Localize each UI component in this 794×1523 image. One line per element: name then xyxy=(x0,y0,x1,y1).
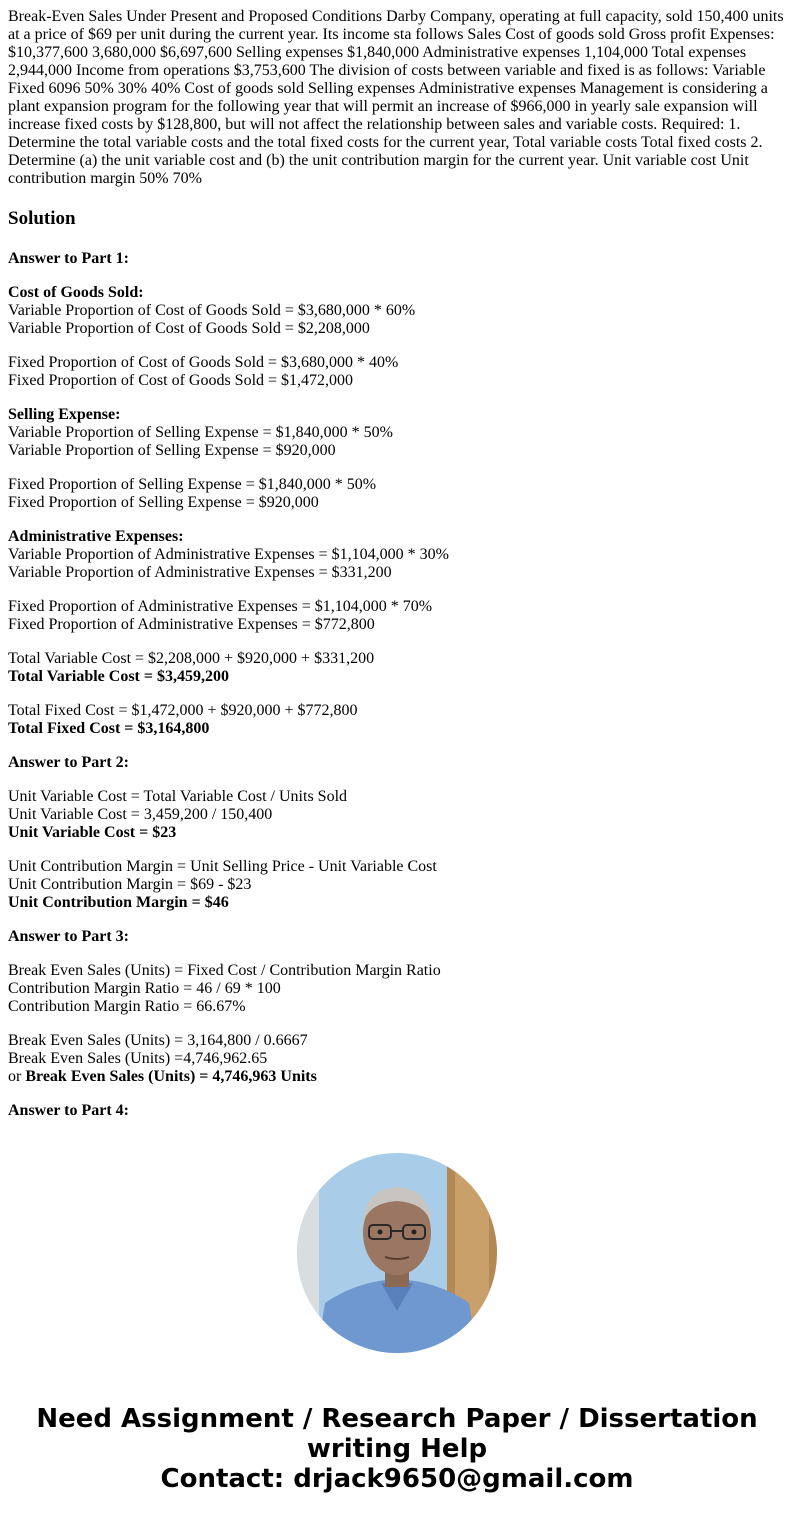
break-even-or: or xyxy=(8,1068,26,1085)
break-even-calc: Break Even Sales (Units) = 3,164,800 / 0.6667 xyxy=(8,1032,308,1049)
cogs-variable-result: Variable Proportion of Cost of Goods Sold = $2,208,000 xyxy=(8,320,370,337)
promo-contact[interactable]: Contact: drjack9650@gmail.com xyxy=(160,1464,634,1494)
cogs-fixed-formula: Fixed Proportion of Cost of Goods Sold = $3,680,000 * 40% xyxy=(8,354,399,371)
break-even-formula: Break Even Sales (Units) = Fixed Cost / Contribution Margin Ratio xyxy=(8,962,441,979)
break-even-result: Break Even Sales (Units) = 4,746,963 Units xyxy=(25,1068,317,1085)
part3-section xyxy=(8,928,786,1102)
part1-heading: Answer to Part 1: xyxy=(8,250,130,267)
cogs-variable-formula: Variable Proportion of Cost of Goods Sold = $3,680,000 * 60% xyxy=(8,302,416,319)
avatar-portrait xyxy=(297,1153,497,1353)
part3-heading: Answer to Part 3: xyxy=(8,928,130,945)
admin-fixed-formula: Fixed Proportion of Administrative Expenses = $1,104,000 * 70% xyxy=(8,598,433,615)
part2-section xyxy=(8,754,786,928)
selling-heading: Selling Expense: xyxy=(8,406,121,423)
solution-title: Solution xyxy=(8,208,76,229)
contribution-ratio-calc: Contribution Margin Ratio = 46 / 69 * 100 xyxy=(8,980,281,997)
part1-section xyxy=(8,250,786,754)
selling-fixed-result: Fixed Proportion of Selling Expense = $920,000 xyxy=(8,494,319,511)
unit-variable-cost-calc: Unit Variable Cost = 3,459,200 / 150,400 xyxy=(8,806,273,823)
total-fixed-formula: Total Fixed Cost = $1,472,000 + $920,000 + $772,800 xyxy=(8,702,358,719)
selling-variable-result: Variable Proportion of Selling Expense = $920,000 xyxy=(8,442,336,459)
author-avatar xyxy=(297,1153,497,1353)
cogs-heading: Cost of Goods Sold: xyxy=(8,284,144,301)
unit-contribution-calc: Unit Contribution Margin = $69 - $23 xyxy=(8,876,252,893)
unit-contribution-formula: Unit Contribution Margin = Unit Selling Price - Unit Variable Cost xyxy=(8,858,437,875)
part2-heading: Answer to Part 2: xyxy=(8,754,130,771)
total-variable-formula: Total Variable Cost = $2,208,000 + $920,000 + $331,200 xyxy=(8,650,375,667)
question-text: Break-Even Sales Under Present and Proposed Conditions Darby Company, operating at full capacity, sold 150,400 units at a price of $69 per unit during the current year. Its income sta follows Sales Cost of goods sold Gross profit Expenses: $10,377,600 3,680,000 $6,697,600 Selling expenses $1,840,000 Administrative expenses 1,104,000 Total expenses 2,944,000 Income from operations $3,753,600 The division of costs between variable and fixed is as follows: Variable Fixed 6096 50% 30% 40% Cost of goods sold Selling expenses Administrative expenses Management is considering a plant expansion program for the following year that will permit an increase of $966,000 in yearly sale expansion will increase fixed costs by $128,800, but will not affect the relationship between sales and variable costs. Required: 1. Determine the total variable costs and the total fixed costs for the current year, Total variable costs Total fixed costs 2. Determine (a) the unit variable cost and (b) the unit contribution margin for the current year. Unit variable cost Unit contribution margin 50% 70% xyxy=(8,8,784,187)
unit-variable-cost-formula: Unit Variable Cost = Total Variable Cost / Units Sold xyxy=(8,788,348,805)
admin-variable-result: Variable Proportion of Administrative Expenses = $331,200 xyxy=(8,564,392,581)
unit-contribution-result: Unit Contribution Margin = $46 xyxy=(8,894,229,911)
total-fixed-result: Total Fixed Cost = $3,164,800 xyxy=(8,720,210,737)
promo-line-1: Need Assignment / Research Paper / Dissertation xyxy=(36,1404,758,1434)
total-variable-result: Total Variable Cost = $3,459,200 xyxy=(8,668,229,685)
part4-heading: Answer to Part 4: xyxy=(8,1102,130,1119)
unit-variable-cost-result: Unit Variable Cost = $23 xyxy=(8,824,177,841)
promo-line-2: writing Help xyxy=(306,1434,488,1464)
promo-banner xyxy=(0,1404,794,1494)
selling-variable-formula: Variable Proportion of Selling Expense = $1,840,000 * 50% xyxy=(8,424,393,441)
cogs-fixed-result: Fixed Proportion of Cost of Goods Sold = $1,472,000 xyxy=(8,372,354,389)
admin-heading: Administrative Expenses: xyxy=(8,528,184,545)
break-even-raw: Break Even Sales (Units) =4,746,962.65 xyxy=(8,1050,268,1067)
part4-section xyxy=(8,1102,786,1120)
break-even-final-line xyxy=(8,1068,786,1086)
admin-variable-formula: Variable Proportion of Administrative Expenses = $1,104,000 * 30% xyxy=(8,546,449,563)
contribution-ratio-result: Contribution Margin Ratio = 66.67% xyxy=(8,998,246,1015)
admin-fixed-result: Fixed Proportion of Administrative Expenses = $772,800 xyxy=(8,616,375,633)
selling-fixed-formula: Fixed Proportion of Selling Expense = $1,840,000 * 50% xyxy=(8,476,377,493)
